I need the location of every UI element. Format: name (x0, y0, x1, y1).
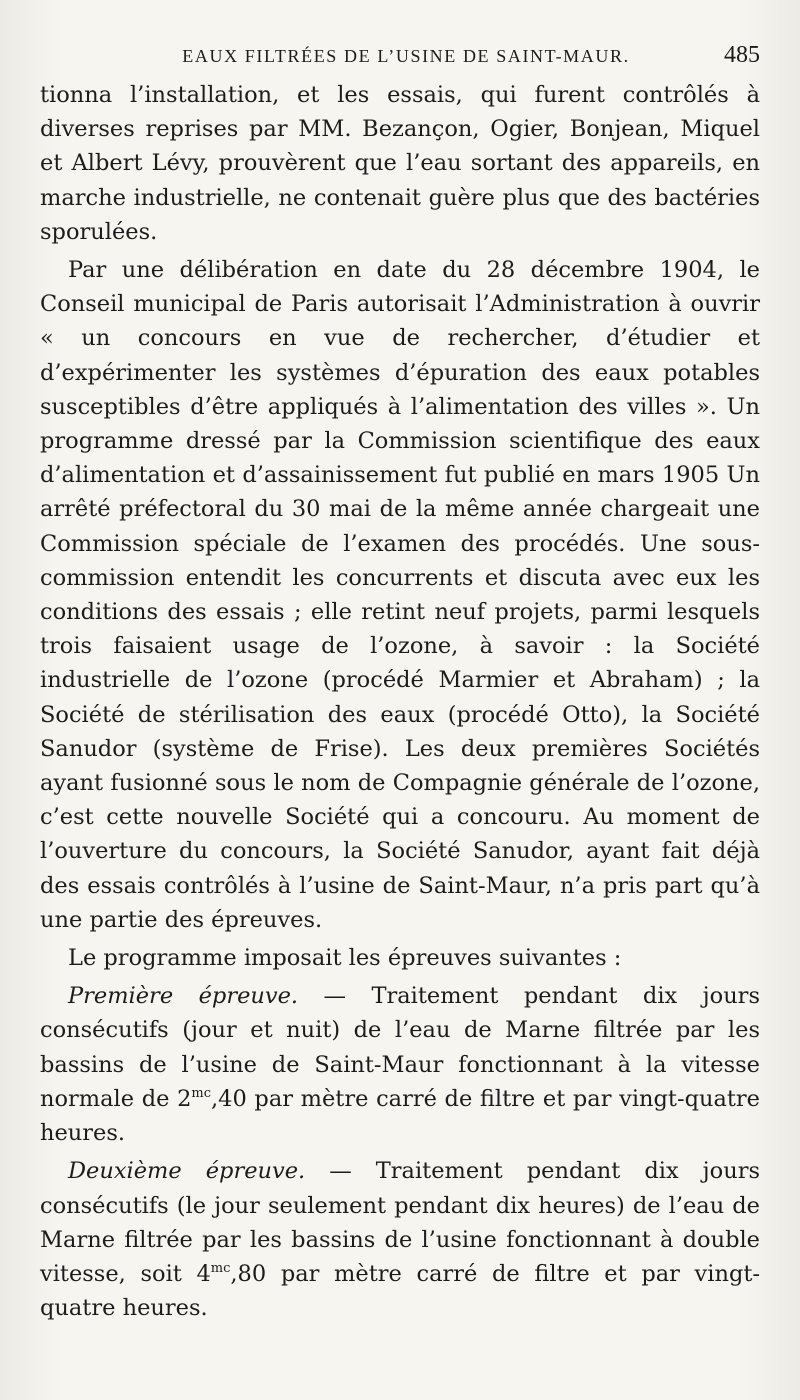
page-number: 485 (724, 42, 760, 68)
paragraph-continuation (40, 78, 760, 249)
lead-term: Première épreuve. (68, 983, 299, 1010)
paragraph-text: — Traitement pendant dix jours consécutifs (le jour seulement pendant dix heures) de l’eau de Marne filtrée par les bassins de l’usine fonctionnant à double vitesse, soit 4 (40, 1158, 760, 1287)
paragraph-text: ,40 par mètre carré de filtre et par vingt-quatre heures. (40, 1085, 760, 1147)
unit-superscript: mc (191, 1085, 211, 1101)
paragraph-text: tionna l’installation, et les essais, qui furent contrôlés à diverses reprises par MM. Bezançon, Ogier, Bonjean, Miquel et Albert Lévy, prouvèrent que l’eau sortant des appareils, en marche industrielle, ne contenait guère plus que des bactéries sporulées. (40, 82, 760, 245)
paragraph-text: ,80 par mètre carré de filtre et par vingt-quatre heures. (40, 1260, 760, 1322)
running-header (40, 30, 760, 78)
paragraph-premiere-epreuve (40, 979, 760, 1150)
paragraph-deuxieme-epreuve (40, 1154, 760, 1325)
paragraph-concours (40, 253, 760, 937)
body-text (40, 78, 760, 1325)
paragraph-text: Le programme imposait les épreuves suivantes : (68, 945, 622, 972)
lead-term: Deuxième épreuve. (68, 1158, 306, 1185)
paragraph-text: Par une délibération en date du 28 décembre 1904, le Conseil municipal de Paris autorisait l’Administration à ouvrir « un concours en vue de rechercher, d’étudier et d’expérimenter les systèmes d’épuration des eaux potables susceptibles d’être appliqués à l’alimentation des villes ». Un programme dressé par la Commission scientifique des eaux d’alimentation et d’assainissement fut publié en mars 1905 Un arrêté préfectoral du 30 mai de la même année chargeait une Commission spéciale de l’examen des procédés. Une sous-commission entendit les concurrents et discuta avec eux les conditions des essais ; elle retint neuf projets, parmi lesquels trois faisaient usage de l’ozone, à savoir : la Société industrielle de l’ozone (procédé Marmier et Abraham) ; la Société de stérilisation des eaux (procédé Otto), la Société Sanudor (système de Frise). Les deux premières Sociétés ayant fusionné sous le nom de Compagnie générale de l’ozone, c’est cette nouvelle Société qui a concouru. Au moment de l’ouverture du concours, la Société Sanudor, ayant fait déjà des essais contrôlés à l’usine de Saint-Maur, n’a pris part qu’à une partie des épreuves. (40, 257, 760, 933)
paragraph-programme (40, 941, 760, 975)
paragraph-text: — Traitement pendant dix jours consécutifs (jour et nuit) de l’eau de Marne filtrée par les bassins de l’usine de Saint-Maur fonctionnant à la vitesse normale de 2 (40, 983, 760, 1112)
running-title: EAUX FILTRÉES DE L’USINE DE SAINT-MAUR. (182, 46, 630, 66)
unit-superscript: mc (210, 1260, 231, 1276)
